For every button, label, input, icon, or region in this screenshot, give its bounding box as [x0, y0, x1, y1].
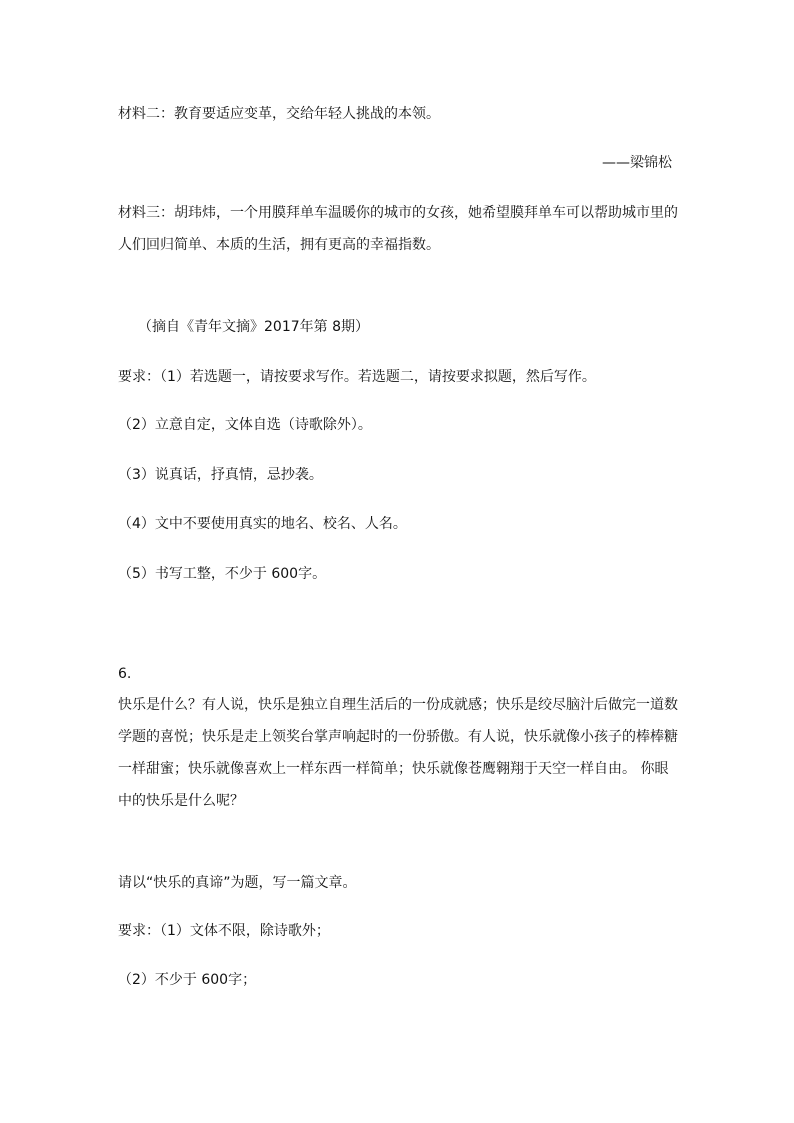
requirement-1: 要求：（1）若选题一，请按要求写作。若选题二，请按要求拟题，然后写作。	[118, 369, 596, 385]
question-text-line-2: 学题的喜悦；快乐是走上领奖台掌声响起时的一份骄傲。有人说，快乐就像小孩子的棒棒糖	[118, 729, 678, 745]
question-requirement-2: （2）不少于 600字；	[118, 972, 257, 988]
question-text-line-4: 中的快乐是什么呢？	[118, 793, 244, 809]
question-number: 6.	[118, 666, 132, 682]
requirement-3: （3）说真话，抒真情，忌抄袭。	[118, 467, 323, 483]
requirement-4: （4）文中不要使用真实的地名、校名、人名。	[118, 516, 407, 532]
material-three-line-1: 材料三：胡玮炜，一个用膜拜单车温暖你的城市的女孩，她希望膜拜单车可以帮助城市里的	[118, 205, 678, 221]
material-two: 材料二：教育要适应变革，交给年轻人挑战的本领。	[118, 106, 440, 122]
question-text-line-1: 快乐是什么？有人说，快乐是独立自理生活后的一份成就感；快乐是绞尽脑汁后做完一道数	[118, 697, 678, 713]
source-note: （摘自《青年文摘》2017年第 8期）	[138, 319, 369, 335]
question-prompt: 请以“快乐的真谛”为题，写一篇文章。	[118, 875, 357, 891]
material-two-author: ——梁锦松	[602, 155, 672, 171]
question-text-line-3: 一样甜蜜；快乐就像喜欢上一样东西一样简单；快乐就像苍鹰翱翔于天空一样自由。 你眼	[118, 761, 669, 777]
requirement-2: （2）立意自定，文体自选（诗歌除外）。	[118, 417, 372, 433]
material-three-line-2: 人们回归简单、本质的生活，拥有更高的幸福指数。	[118, 237, 440, 253]
question-requirement-1: 要求：（1）文体不限，除诗歌外；	[118, 923, 330, 939]
requirement-5: （5）书写工整，不少于 600字。	[118, 566, 327, 582]
